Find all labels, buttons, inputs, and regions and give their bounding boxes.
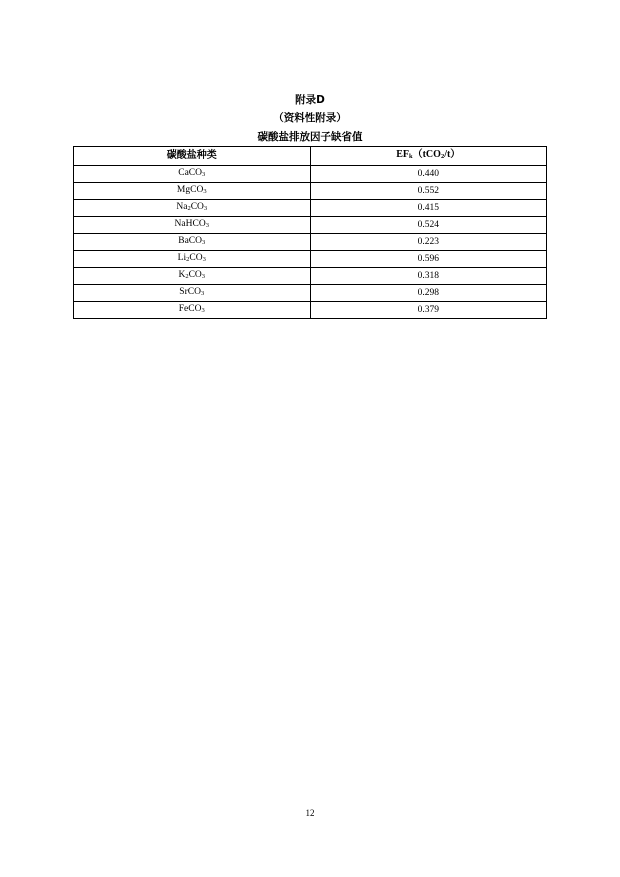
header-ef-unit-post: /t） (444, 149, 461, 160)
carbonate-formula-cell (74, 268, 311, 285)
emission-factor-value: 0.524 (310, 217, 547, 234)
formula-part-pre: Na (176, 202, 188, 212)
header-ef-unit-pre: （tCO (412, 149, 441, 160)
emission-factor-value: 0.440 (310, 166, 547, 183)
formula-part-pre: K (178, 270, 186, 280)
table-row (74, 285, 547, 302)
table-row (74, 217, 547, 234)
formula-part-pre: BaCO (178, 236, 202, 246)
carbonate-formula-cell (74, 183, 311, 200)
table-row (74, 183, 547, 200)
carbonate-formula-cell (74, 166, 311, 183)
formula-part-mid: CO (190, 202, 204, 212)
appendix-subtitle: （资料性附录） (273, 112, 347, 124)
page-number: 12 (305, 808, 315, 818)
carbonate-formula-cell (74, 251, 311, 268)
carbonate-formula-cell (74, 285, 311, 302)
formula-part-sub2: 3 (203, 205, 208, 212)
carbonate-formula-cell (74, 200, 311, 217)
table-row (74, 251, 547, 268)
formula-part-sub1: 2 (186, 256, 190, 263)
emission-factor-value: 0.596 (310, 251, 547, 268)
carbonate-formula-cell (74, 302, 311, 319)
formula-part-pre: SrCO (179, 287, 201, 297)
formula-part-mid: CO (188, 270, 202, 280)
formula-part-sub1: 3 (203, 188, 207, 195)
emission-factor-value: 0.379 (310, 302, 547, 319)
header-ef-main: EF (396, 149, 409, 160)
appendix-title: 附录D (295, 94, 325, 106)
formula-part-sub1: 3 (202, 171, 206, 178)
formula-part-sub1: 3 (202, 239, 206, 246)
emission-factor-value: 0.223 (310, 234, 547, 251)
emission-factor-value: 0.552 (310, 183, 547, 200)
formula-part-pre: MgCO (176, 185, 204, 195)
table-row (74, 268, 547, 285)
carbonate-formula-cell (74, 217, 311, 234)
table-row (74, 166, 547, 183)
table-title: 碳酸盐排放因子缺省值 (257, 131, 363, 143)
formula-part-pre: Li (177, 253, 187, 263)
emission-factor-value: 0.415 (310, 200, 547, 217)
emission-factor-value: 0.318 (310, 268, 547, 285)
formula-part-sub2: 3 (201, 273, 206, 280)
table-header-row (74, 147, 547, 166)
header-emission-factor (310, 147, 547, 166)
table-row (74, 200, 547, 217)
formula-part-pre: NaHCO (174, 219, 206, 229)
formula-part-sub1: 3 (200, 290, 205, 297)
formula-part-pre: FeCO (178, 304, 202, 314)
formula-part-sub1: 2 (185, 273, 189, 280)
formula-part-sub1: 3 (201, 307, 205, 314)
carbonate-formula-cell (74, 234, 311, 251)
emission-factor-table (73, 146, 547, 319)
formula-part-sub2: 3 (202, 256, 206, 263)
table-row (74, 302, 547, 319)
formula-part-pre: CaCO (178, 168, 202, 178)
formula-part-sub1: 2 (187, 205, 191, 212)
header-ef-sub: k (408, 153, 413, 160)
table-row (74, 234, 547, 251)
emission-factor-value: 0.298 (310, 285, 547, 302)
header-ef-unit-sub: 2 (440, 153, 445, 160)
formula-part-mid: CO (189, 253, 203, 263)
formula-part-sub1: 3 (205, 222, 209, 229)
header-carbonate-type: 碳酸盐种类 (74, 147, 311, 166)
